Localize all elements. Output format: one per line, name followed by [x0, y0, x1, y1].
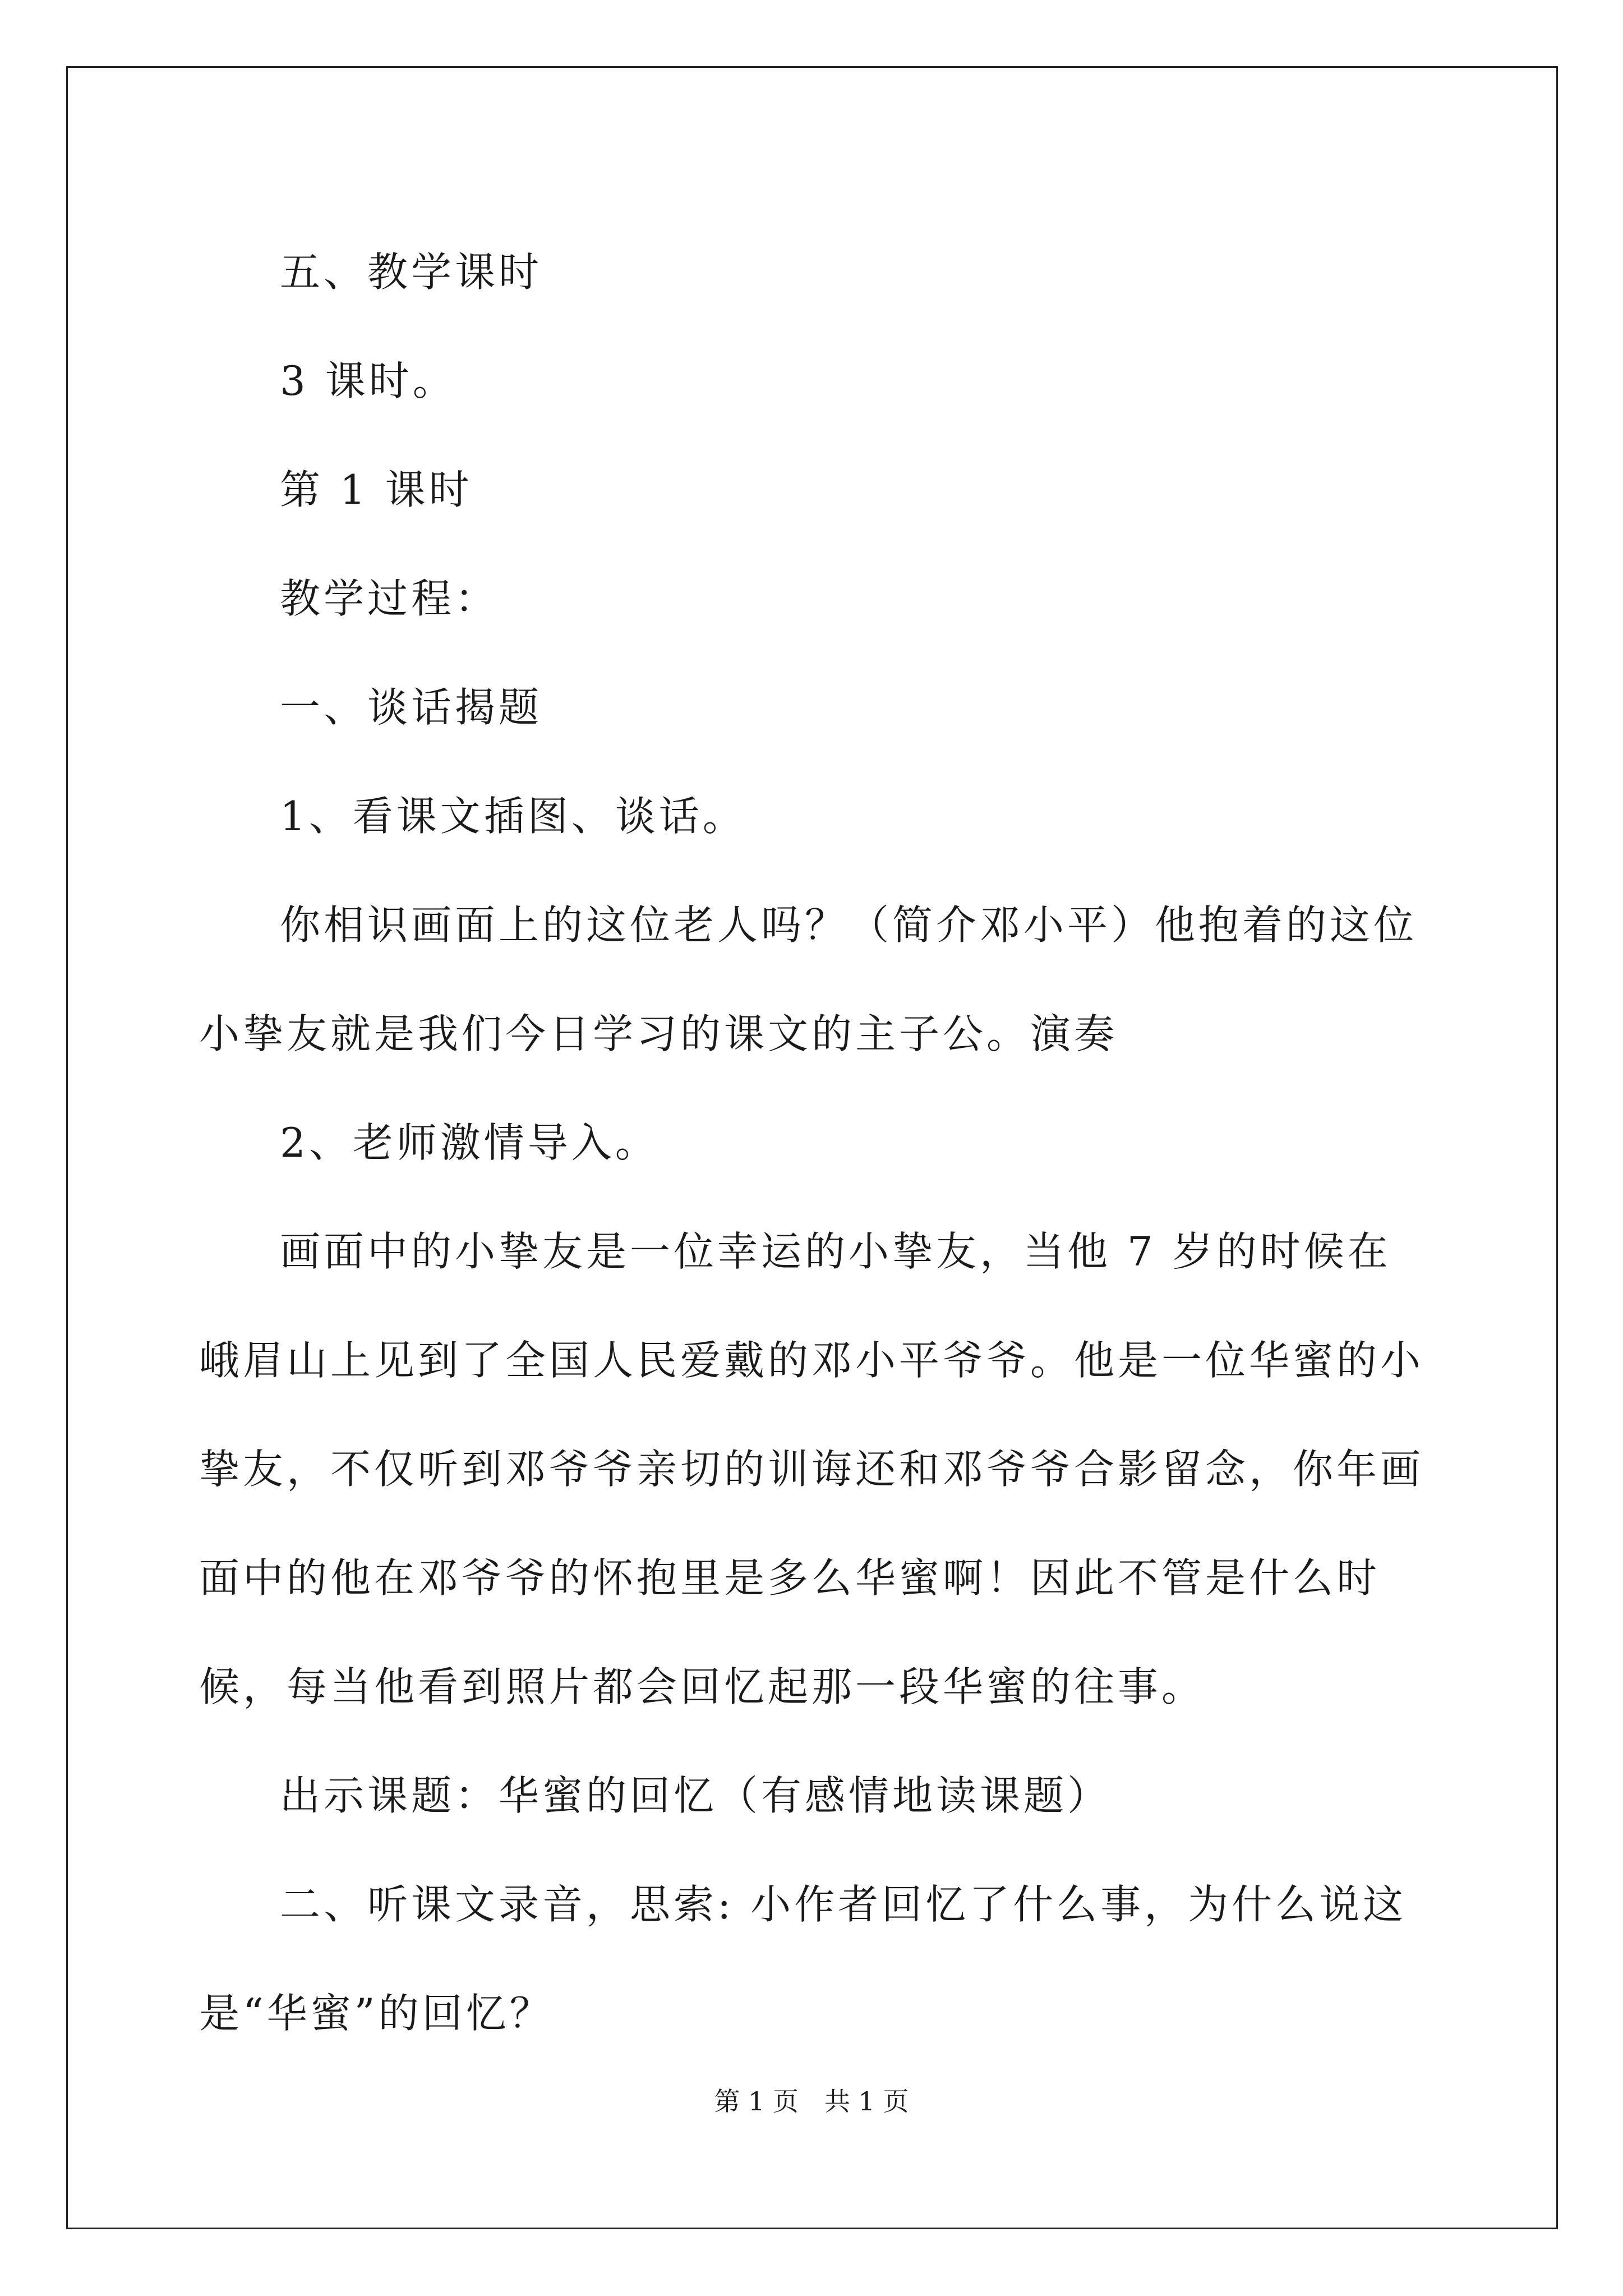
document-body: [199, 218, 1428, 2068]
paragraph-show-title: 出示课题：华蜜的回忆（有感情地读课题）: [280, 1772, 1112, 1819]
paragraph-step-1: 1、看课文插图、谈话。: [280, 793, 746, 840]
heading-teaching-hours: 五、教学课时: [280, 249, 543, 296]
paragraph-hours-count: 3 课时。: [280, 357, 457, 404]
paragraph-story: 画面中的小挚友是一位幸运的小挚友，当他 7 岁的时候在峨眉山上见到了全国人民爱戴的邓小平爷爷。他是一位华蜜的小挚友，不仅听到邓爷爷亲切的训诲还和邓爷爷合影留念，你年画面中的他在邓爷爷的怀抱里是多么华蜜啊！因此不管是什么时候，每当他看到照片都会回忆起那一段华蜜的往事。: [199, 1228, 1424, 1710]
heading-teaching-process: 教学过程：: [280, 575, 499, 622]
heading-lesson-1: 第 1 课时: [280, 466, 473, 513]
paragraph-step-2: 2、老师激情导入。: [280, 1119, 659, 1166]
paragraph-intro-question: 你相识画面上的这位老人吗？（简介邓小平）他抱着的这位小挚友就是我们今日学习的课文的主子公。演奏: [199, 901, 1418, 1057]
heading-section-1: 一、谈话揭题: [280, 684, 543, 731]
paragraph-section-2: 二、听课文录音，思索: 小作者回忆了什么事，为什么说这是“华蜜”的回忆？: [199, 1881, 1407, 2037]
page-number-footer: 第 1 页 共 1 页: [714, 2086, 909, 2116]
